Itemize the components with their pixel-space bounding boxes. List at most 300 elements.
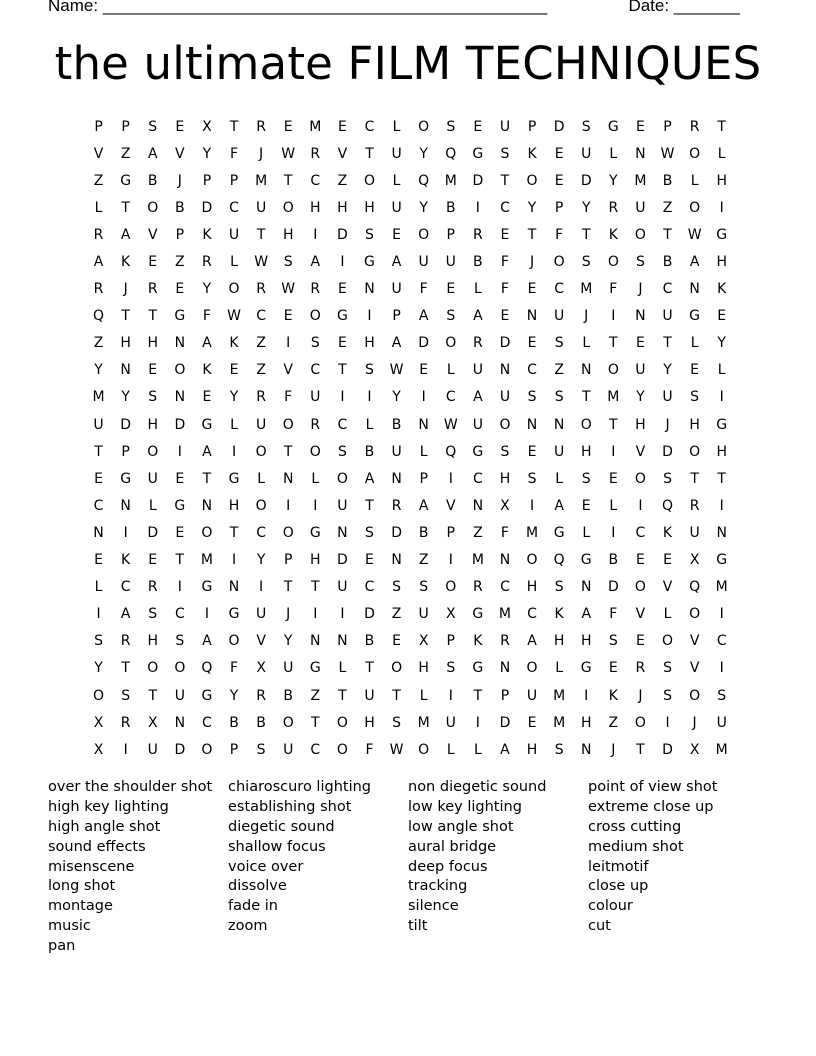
grid-letter[interactable]: L xyxy=(717,145,726,162)
grid-letter[interactable]: N xyxy=(499,660,511,677)
grid-letter[interactable]: O xyxy=(336,470,348,487)
grid-letter[interactable]: O xyxy=(634,226,646,243)
grid-letter[interactable]: N xyxy=(580,579,592,596)
grid-letter[interactable]: T xyxy=(338,687,347,704)
grid-letter[interactable]: C xyxy=(364,118,375,135)
grid-letter[interactable]: U xyxy=(581,145,592,162)
grid-letter[interactable]: I xyxy=(719,199,724,216)
grid-letter[interactable]: O xyxy=(309,443,321,460)
grid-letter[interactable]: G xyxy=(716,416,728,433)
grid-letter[interactable]: T xyxy=(283,172,293,189)
grid-letter[interactable]: G xyxy=(607,118,619,135)
grid-letter[interactable]: U xyxy=(554,443,565,460)
grid-letter[interactable]: J xyxy=(529,254,535,271)
grid-letter[interactable]: I xyxy=(719,660,724,677)
grid-letter[interactable]: B xyxy=(229,714,239,731)
grid-letter[interactable]: O xyxy=(391,660,403,677)
grid-letter[interactable]: T xyxy=(283,579,293,596)
grid-letter[interactable]: O xyxy=(662,633,674,650)
grid-letter[interactable]: X xyxy=(147,714,158,731)
grid-letter[interactable]: T xyxy=(473,687,483,704)
grid-letter[interactable]: E xyxy=(717,308,727,325)
grid-letter[interactable]: X xyxy=(202,118,212,135)
grid-letter[interactable]: U xyxy=(635,199,646,216)
grid-letter[interactable]: K xyxy=(608,226,618,243)
grid-letter[interactable]: A xyxy=(581,606,592,623)
grid-letter[interactable]: O xyxy=(526,172,538,189)
grid-letter[interactable]: P xyxy=(283,552,293,569)
grid-letter[interactable]: N xyxy=(689,281,700,298)
grid-letter[interactable]: H xyxy=(418,660,429,677)
grid-letter[interactable]: Z xyxy=(608,714,619,731)
grid-letter[interactable]: I xyxy=(367,308,372,325)
grid-letter[interactable]: S xyxy=(500,443,510,460)
grid-letter[interactable]: O xyxy=(607,254,619,271)
grid-letter[interactable]: O xyxy=(336,714,348,731)
grid-letter[interactable]: G xyxy=(716,226,728,243)
grid-letter[interactable]: T xyxy=(175,552,185,569)
grid-letter[interactable]: B xyxy=(608,552,619,569)
grid-letter[interactable]: O xyxy=(553,254,565,271)
grid-letter[interactable]: I xyxy=(584,687,589,704)
grid-letter[interactable]: I xyxy=(313,606,318,623)
grid-letter[interactable]: G xyxy=(689,308,701,325)
grid-letter[interactable]: O xyxy=(147,199,159,216)
grid-letter[interactable]: U xyxy=(445,714,456,731)
grid-letter[interactable]: Z xyxy=(391,606,402,623)
grid-letter[interactable]: J xyxy=(177,172,182,189)
grid-letter[interactable]: K xyxy=(608,687,618,704)
grid-letter[interactable]: S xyxy=(608,633,618,650)
grid-letter[interactable]: T xyxy=(338,362,347,379)
grid-letter[interactable]: F xyxy=(609,281,618,298)
grid-letter[interactable]: H xyxy=(580,633,592,650)
grid-letter[interactable]: A xyxy=(310,254,321,271)
grid-letter[interactable]: D xyxy=(499,335,511,352)
grid-letter[interactable]: N xyxy=(310,633,321,650)
grid-letter[interactable]: N xyxy=(201,497,213,514)
grid-letter[interactable]: I xyxy=(286,335,291,352)
grid-letter[interactable]: L xyxy=(609,145,618,162)
grid-letter[interactable]: I xyxy=(719,389,724,406)
grid-letter[interactable]: J xyxy=(638,687,643,704)
grid-letter[interactable]: U xyxy=(283,741,294,758)
grid-letter[interactable]: T xyxy=(663,335,672,352)
grid-letter[interactable]: I xyxy=(529,497,535,514)
grid-letter[interactable]: R xyxy=(256,118,266,135)
grid-letter[interactable]: T xyxy=(365,145,374,162)
grid-letter[interactable]: N xyxy=(364,281,375,298)
grid-letter[interactable]: Y xyxy=(283,633,293,650)
grid-letter[interactable]: M xyxy=(634,172,647,189)
grid-letter[interactable]: M xyxy=(444,172,457,189)
grid-letter[interactable]: O xyxy=(445,335,457,352)
grid-letter[interactable]: W xyxy=(660,145,675,162)
grid-letter[interactable]: T xyxy=(365,497,374,514)
grid-letter[interactable]: C xyxy=(256,308,266,325)
grid-letter[interactable]: P xyxy=(202,172,212,189)
grid-letter[interactable]: C xyxy=(364,579,375,596)
grid-letter[interactable]: R xyxy=(472,226,483,243)
grid-letter[interactable]: S xyxy=(148,606,158,623)
grid-letter[interactable]: V xyxy=(689,660,700,677)
grid-letter[interactable]: O xyxy=(445,579,457,596)
grid-letter[interactable]: H xyxy=(716,443,727,460)
grid-letter[interactable]: E xyxy=(175,470,185,487)
grid-letter[interactable]: C xyxy=(662,281,673,298)
grid-letter[interactable]: I xyxy=(475,714,480,731)
grid-letter[interactable]: V xyxy=(93,145,104,162)
grid-letter[interactable]: S xyxy=(365,362,374,379)
grid-letter[interactable]: S xyxy=(148,118,158,135)
grid-letter[interactable]: G xyxy=(309,524,321,541)
grid-letter[interactable]: T xyxy=(94,443,103,460)
grid-letter[interactable]: G xyxy=(228,470,240,487)
grid-letter[interactable]: S xyxy=(663,660,672,677)
grid-letter[interactable]: G xyxy=(580,552,592,569)
grid-letter[interactable]: U xyxy=(93,416,104,433)
grid-letter[interactable]: N xyxy=(120,497,131,514)
grid-letter[interactable]: V xyxy=(445,497,456,514)
grid-letter[interactable]: G xyxy=(580,660,592,677)
grid-letter[interactable]: W xyxy=(281,145,296,162)
grid-letter[interactable]: E xyxy=(500,308,510,325)
grid-letter[interactable]: Z xyxy=(256,362,266,379)
grid-letter[interactable]: H xyxy=(147,416,158,433)
grid-letter[interactable]: C xyxy=(310,362,321,379)
grid-letter[interactable]: H xyxy=(147,633,158,650)
grid-letter[interactable]: E xyxy=(527,714,537,731)
grid-letter[interactable]: N xyxy=(553,416,565,433)
grid-letter[interactable]: Q xyxy=(201,660,213,677)
grid-letter[interactable]: Y xyxy=(256,552,266,569)
grid-letter[interactable]: G xyxy=(309,660,321,677)
grid-letter[interactable]: S xyxy=(392,579,402,596)
grid-letter[interactable]: H xyxy=(364,714,375,731)
grid-letter[interactable]: X xyxy=(93,741,104,758)
grid-letter[interactable]: E xyxy=(94,552,103,569)
grid-letter[interactable]: A xyxy=(202,633,212,650)
grid-letter[interactable]: L xyxy=(392,118,401,135)
grid-letter[interactable]: T xyxy=(121,199,130,216)
grid-letter[interactable]: D xyxy=(662,741,673,758)
grid-letter[interactable]: C xyxy=(202,714,212,731)
grid-letter[interactable]: H xyxy=(526,579,538,596)
grid-letter[interactable]: S xyxy=(446,118,456,135)
grid-letter[interactable]: O xyxy=(282,524,294,541)
grid-letter[interactable]: E xyxy=(419,362,429,379)
grid-letter[interactable]: E xyxy=(554,145,564,162)
grid-letter[interactable]: C xyxy=(337,416,348,433)
grid-letter[interactable]: Y xyxy=(609,172,618,189)
grid-letter[interactable]: F xyxy=(202,308,211,325)
grid-letter[interactable]: R xyxy=(147,281,158,298)
grid-letter[interactable]: T xyxy=(121,308,130,325)
grid-letter[interactable]: L xyxy=(230,254,238,271)
grid-letter[interactable]: T xyxy=(392,687,401,704)
grid-letter[interactable]: O xyxy=(363,172,375,189)
grid-letter[interactable]: E xyxy=(635,633,645,650)
grid-letter[interactable]: O xyxy=(418,226,430,243)
grid-letter[interactable]: T xyxy=(121,660,130,677)
grid-letter[interactable]: R xyxy=(310,416,321,433)
grid-letter[interactable]: B xyxy=(364,443,375,460)
grid-letter[interactable]: T xyxy=(609,416,618,433)
grid-letter[interactable]: V xyxy=(175,145,185,162)
grid-letter[interactable]: G xyxy=(201,416,213,433)
grid-letter[interactable]: K xyxy=(717,281,727,298)
grid-letter[interactable]: O xyxy=(228,633,240,650)
grid-letter[interactable]: E xyxy=(175,281,185,298)
grid-letter[interactable]: D xyxy=(201,199,213,216)
grid-letter[interactable]: P xyxy=(446,226,455,243)
grid-letter[interactable]: P xyxy=(419,470,428,487)
grid-letter[interactable]: O xyxy=(580,416,592,433)
grid-letter[interactable]: I xyxy=(611,308,616,325)
grid-letter[interactable]: M xyxy=(715,741,728,758)
grid-letter[interactable]: U xyxy=(716,714,727,731)
grid-letter[interactable]: E xyxy=(473,118,483,135)
grid-letter[interactable]: S xyxy=(446,308,456,325)
grid-letter[interactable]: U xyxy=(554,308,565,325)
grid-letter[interactable]: I xyxy=(204,606,209,623)
grid-letter[interactable]: F xyxy=(365,741,374,758)
grid-letter[interactable]: I xyxy=(286,497,291,514)
grid-letter[interactable]: E xyxy=(337,118,347,135)
grid-letter[interactable]: O xyxy=(255,443,267,460)
grid-letter[interactable]: K xyxy=(473,633,483,650)
grid-letter[interactable]: Q xyxy=(418,172,430,189)
grid-letter[interactable]: V xyxy=(256,633,266,650)
grid-letter[interactable]: O xyxy=(174,660,186,677)
grid-letter[interactable]: A xyxy=(500,741,510,758)
grid-letter[interactable]: H xyxy=(716,254,727,271)
grid-letter[interactable]: V xyxy=(283,362,293,379)
grid-letter[interactable]: D xyxy=(364,606,375,623)
grid-letter[interactable]: Y xyxy=(663,362,672,379)
grid-letter[interactable]: Z xyxy=(93,335,104,352)
grid-letter[interactable]: P xyxy=(446,524,455,541)
grid-letter[interactable]: N xyxy=(174,714,186,731)
grid-letter[interactable]: L xyxy=(392,172,401,189)
grid-letter[interactable]: T xyxy=(229,524,239,541)
grid-letter[interactable]: L xyxy=(690,335,699,352)
grid-letter[interactable]: L xyxy=(311,470,320,487)
grid-letter[interactable]: A xyxy=(120,606,131,623)
grid-letter[interactable]: W xyxy=(687,226,702,243)
grid-letter[interactable]: T xyxy=(229,118,239,135)
grid-letter[interactable]: I xyxy=(665,714,670,731)
grid-letter[interactable]: O xyxy=(282,416,294,433)
grid-letter[interactable]: R xyxy=(500,633,510,650)
grid-letter[interactable]: G xyxy=(336,308,348,325)
grid-letter[interactable]: T xyxy=(609,335,618,352)
grid-letter[interactable]: W xyxy=(227,308,241,325)
grid-letter[interactable]: S xyxy=(635,254,645,271)
grid-letter[interactable]: R xyxy=(391,497,402,514)
grid-letter[interactable]: U xyxy=(499,118,511,135)
grid-letter[interactable]: J xyxy=(286,606,291,623)
grid-letter[interactable]: M xyxy=(498,606,511,623)
grid-letter[interactable]: U xyxy=(337,579,348,596)
grid-letter[interactable]: L xyxy=(148,497,157,514)
grid-letter[interactable]: P xyxy=(554,199,564,216)
grid-letter[interactable]: S xyxy=(365,524,374,541)
grid-letter[interactable]: Z xyxy=(337,172,348,189)
grid-letter[interactable]: L xyxy=(419,687,428,704)
grid-letter[interactable]: E xyxy=(554,172,564,189)
grid-letter[interactable]: G xyxy=(174,308,186,325)
grid-letter[interactable]: O xyxy=(93,687,105,704)
grid-letter[interactable]: E xyxy=(148,552,158,569)
grid-letter[interactable]: J xyxy=(584,308,589,325)
grid-letter[interactable]: N xyxy=(580,362,592,379)
grid-letter[interactable]: T xyxy=(202,470,212,487)
grid-letter[interactable]: X xyxy=(418,633,429,650)
grid-letter[interactable]: R xyxy=(256,687,266,704)
grid-letter[interactable]: L xyxy=(663,606,672,623)
grid-letter[interactable]: N xyxy=(93,524,104,541)
grid-letter[interactable]: E xyxy=(148,362,158,379)
grid-letter[interactable]: P xyxy=(500,687,510,704)
grid-letter[interactable]: E xyxy=(283,118,293,135)
grid-letter[interactable]: A xyxy=(689,254,700,271)
grid-letter[interactable]: E xyxy=(663,552,672,569)
grid-letter[interactable]: M xyxy=(553,714,566,731)
grid-letter[interactable]: N xyxy=(391,470,402,487)
grid-letter[interactable]: Z xyxy=(418,552,429,569)
grid-letter[interactable]: C xyxy=(310,172,321,189)
grid-letter[interactable]: S xyxy=(527,389,537,406)
grid-letter[interactable]: O xyxy=(689,199,701,216)
grid-letter[interactable]: X xyxy=(689,741,700,758)
grid-letter[interactable]: N xyxy=(282,470,294,487)
grid-letter[interactable]: I xyxy=(367,389,372,406)
grid-letter[interactable]: N xyxy=(635,145,646,162)
grid-letter[interactable]: D xyxy=(607,579,619,596)
grid-letter[interactable]: I xyxy=(231,443,237,460)
grid-letter[interactable]: R xyxy=(147,579,158,596)
grid-letter[interactable]: N xyxy=(120,362,131,379)
grid-letter[interactable]: W xyxy=(281,281,296,298)
grid-letter[interactable]: L xyxy=(338,660,347,677)
grid-letter[interactable]: T xyxy=(717,118,726,135)
grid-letter[interactable]: E xyxy=(635,552,645,569)
grid-letter[interactable]: D xyxy=(580,172,592,189)
grid-letter[interactable]: H xyxy=(310,552,321,569)
grid-letter[interactable]: I xyxy=(340,254,345,271)
grid-letter[interactable]: J xyxy=(692,714,697,731)
grid-letter[interactable]: N xyxy=(526,308,538,325)
grid-letter[interactable]: Y xyxy=(419,145,428,162)
grid-letter[interactable]: Z xyxy=(473,524,483,541)
grid-letter[interactable]: R xyxy=(202,254,212,271)
grid-letter[interactable]: E xyxy=(500,226,510,243)
grid-letter[interactable]: R xyxy=(472,579,483,596)
grid-letter[interactable]: M xyxy=(715,579,728,596)
grid-letter[interactable]: I xyxy=(259,579,264,596)
grid-letter[interactable]: D xyxy=(174,416,186,433)
grid-letter[interactable]: T xyxy=(636,741,645,758)
grid-letter[interactable]: X xyxy=(256,660,266,677)
grid-letter[interactable]: S xyxy=(337,443,347,460)
grid-letter[interactable]: A xyxy=(364,470,375,487)
grid-letter[interactable]: E xyxy=(581,497,591,514)
grid-letter[interactable]: I xyxy=(96,606,101,623)
grid-letter[interactable]: S xyxy=(554,741,564,758)
grid-letter[interactable]: F xyxy=(500,524,509,541)
grid-letter[interactable]: H xyxy=(120,335,131,352)
grid-letter[interactable]: R xyxy=(120,714,131,731)
grid-letter[interactable]: O xyxy=(336,741,348,758)
grid-letter[interactable]: T xyxy=(311,714,320,731)
grid-letter[interactable]: C xyxy=(472,470,483,487)
grid-letter[interactable]: H xyxy=(282,226,294,243)
grid-letter[interactable]: S xyxy=(554,335,564,352)
grid-letter[interactable]: U xyxy=(255,606,267,623)
grid-letter[interactable]: G xyxy=(201,579,213,596)
grid-letter[interactable]: Q xyxy=(445,443,457,460)
grid-letter[interactable]: L xyxy=(717,362,726,379)
grid-letter[interactable]: S xyxy=(581,118,591,135)
grid-letter[interactable]: B xyxy=(175,199,185,216)
grid-letter[interactable]: G xyxy=(472,145,484,162)
grid-letter[interactable]: G xyxy=(201,687,213,704)
grid-letter[interactable]: H xyxy=(716,172,727,189)
grid-letter[interactable]: N xyxy=(635,308,646,325)
grid-letter[interactable]: F xyxy=(229,660,239,677)
grid-letter[interactable]: I xyxy=(421,389,426,406)
grid-letter[interactable]: E xyxy=(148,254,158,271)
grid-letter[interactable]: J xyxy=(123,281,128,298)
grid-letter[interactable]: M xyxy=(580,281,593,298)
grid-letter[interactable]: F xyxy=(419,281,428,298)
grid-letter[interactable]: L xyxy=(365,416,374,433)
grid-letter[interactable]: U xyxy=(635,362,646,379)
grid-letter[interactable]: Y xyxy=(94,660,103,677)
grid-letter[interactable]: N xyxy=(228,579,240,596)
grid-letter[interactable]: B xyxy=(473,254,483,271)
grid-letter[interactable]: H xyxy=(635,416,646,433)
grid-letter[interactable]: U xyxy=(662,389,673,406)
grid-letter[interactable]: I xyxy=(340,389,345,406)
grid-letter[interactable]: N xyxy=(499,552,511,569)
grid-letter[interactable]: Y xyxy=(581,199,591,216)
grid-letter[interactable]: C xyxy=(310,741,321,758)
grid-letter[interactable]: V xyxy=(662,579,673,596)
grid-letter[interactable]: X xyxy=(689,552,700,569)
grid-letter[interactable]: L xyxy=(419,443,428,460)
grid-letter[interactable]: U xyxy=(255,199,267,216)
grid-letter[interactable]: S xyxy=(419,579,429,596)
grid-letter[interactable]: O xyxy=(228,281,240,298)
grid-letter[interactable]: U xyxy=(499,389,511,406)
grid-letter[interactable]: O xyxy=(607,362,619,379)
grid-letter[interactable]: T xyxy=(311,579,320,596)
grid-letter[interactable]: S xyxy=(256,741,266,758)
grid-letter[interactable]: A xyxy=(554,497,564,514)
grid-letter[interactable]: M xyxy=(255,172,268,189)
grid-letter[interactable]: Y xyxy=(121,389,130,406)
grid-letter[interactable]: S xyxy=(446,660,456,677)
grid-letter[interactable]: M xyxy=(526,524,539,541)
grid-letter[interactable]: M xyxy=(553,687,566,704)
grid-letter[interactable]: H xyxy=(553,633,565,650)
grid-letter[interactable]: I xyxy=(448,552,453,569)
grid-letter[interactable]: U xyxy=(283,660,294,677)
grid-letter[interactable]: G xyxy=(228,606,240,623)
grid-letter[interactable]: D xyxy=(418,335,430,352)
